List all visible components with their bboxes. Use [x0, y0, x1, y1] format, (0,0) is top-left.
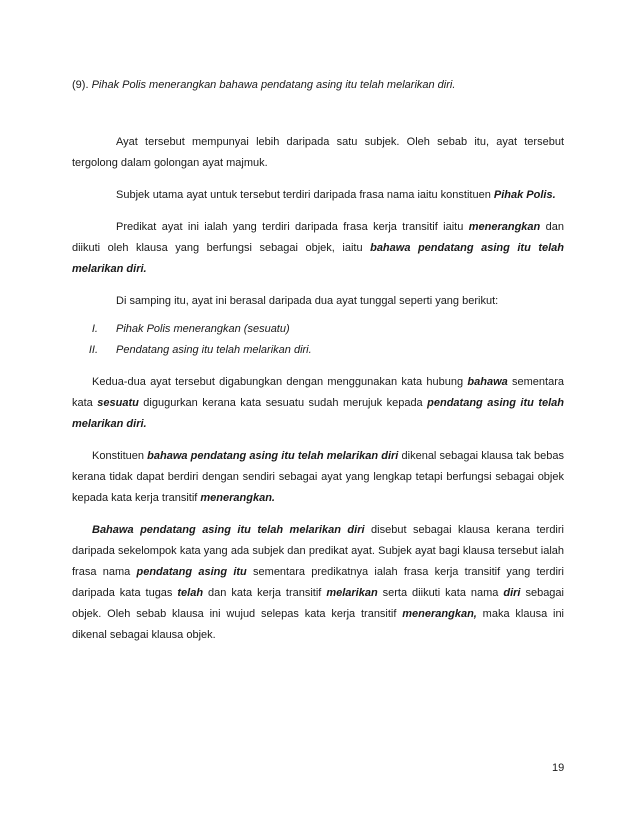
paragraph-1 — [72, 132, 564, 174]
emphasis-term: Bahawa pendatang asing itu telah melarikan diri — [92, 524, 365, 536]
paragraph-4 — [72, 291, 564, 312]
emphasis-term: sesuatu — [97, 397, 139, 409]
paragraph-text: disebut sebagai klausa kerana terdiri daripada sekelompok kata yang ada subjek dan predikat ayat. Subjek ayat bagi klausa tersebut ialah frasa nama — [72, 524, 564, 578]
paragraph-text: sementara kata — [72, 376, 564, 409]
paragraph-text: Subjek utama ayat untuk tersebut terdiri daripada frasa nama iaitu konstituen — [116, 189, 494, 201]
list-marker: I. — [91, 323, 98, 335]
paragraph-3 — [72, 217, 564, 280]
paragraph-text: sementara predikatnya ialah frasa kerja transitif yang terdiri daripada kata tugas — [72, 566, 564, 599]
emphasis-term: bahawa — [467, 376, 508, 388]
paragraph-text: Di samping itu, ayat ini berasal daripada dua ayat tunggal seperti yang berikut: — [116, 295, 499, 307]
paragraph-text: serta diikuti kata nama — [377, 587, 504, 599]
paragraph-text: dan kata kerja transitif — [203, 587, 327, 599]
paragraph-6 — [72, 446, 564, 509]
emphasis-term: bahawa pendatang asing itu telah melarikan diri — [147, 450, 399, 462]
example-sentence: Pihak Polis menerangkan bahawa pendatang asing itu telah melarikan diri. — [91, 79, 456, 91]
example-number: (9). — [72, 79, 89, 91]
emphasis-term: pendatang asing itu — [136, 566, 247, 578]
paragraph-text: Kedua-dua ayat tersebut digabungkan dengan menggunakan kata hubung — [92, 376, 468, 388]
emphasis-term: menerangkan, — [402, 608, 477, 620]
paragraph-text: sebagai objek. Oleh sebab klausa ini wujud selepas kata kerja transitif — [72, 587, 564, 620]
emphasis-term: menerangkan. — [200, 492, 275, 504]
list-item-text: Pihak Polis menerangkan (sesuatu) — [116, 323, 290, 335]
document-page — [72, 0, 564, 826]
emphasis-term: telah — [177, 587, 204, 599]
base-sentence-list — [72, 319, 564, 361]
emphasis-term: Pihak Polis. — [493, 189, 556, 201]
page-number: 19 — [552, 762, 565, 774]
paragraph-text: Predikat ayat ini ialah yang terdiri daripada frasa kerja transitif iaitu — [116, 221, 469, 233]
paragraph-5 — [72, 372, 564, 435]
paragraph-text: digugurkan kerana kata sesuatu sudah merujuk kepada — [138, 397, 428, 409]
emphasis-term: melarikan — [326, 587, 378, 599]
paragraph-text: dikenal sebagai klausa tak bebas kerana tidak dapat berdiri dengan sendiri sebagai ayat yang lengkap tetapi berfungsi sebagai objek kepada kata kerja transitif — [72, 450, 564, 504]
emphasis-term: diri — [503, 587, 521, 599]
emphasis-term: menerangkan — [468, 221, 541, 233]
list-marker: II. — [88, 344, 98, 356]
paragraph-7 — [72, 520, 564, 646]
emphasis-term: pendatang asing itu telah melarikan diri. — [72, 397, 564, 430]
list-item-text: Pendatang asing itu telah melarikan diri. — [116, 344, 312, 356]
document-body — [72, 132, 564, 657]
example-sentence-heading — [72, 78, 564, 93]
paragraph-2 — [72, 185, 564, 206]
paragraph-text: Konstituen — [92, 450, 148, 462]
paragraph-text: dan diikuti oleh klausa yang berfungsi sebagai objek, iaitu — [72, 221, 564, 254]
list-item — [72, 319, 564, 340]
list-item — [72, 340, 564, 361]
emphasis-term: bahawa pendatang asing itu telah melarikan diri. — [72, 242, 564, 275]
paragraph-text: Ayat tersebut mempunyai lebih daripada satu subjek. Oleh sebab itu, ayat tersebut tergolong dalam golongan ayat majmuk. — [72, 136, 564, 169]
paragraph-text: maka klausa ini dikenal sebagai klausa objek. — [72, 608, 565, 641]
